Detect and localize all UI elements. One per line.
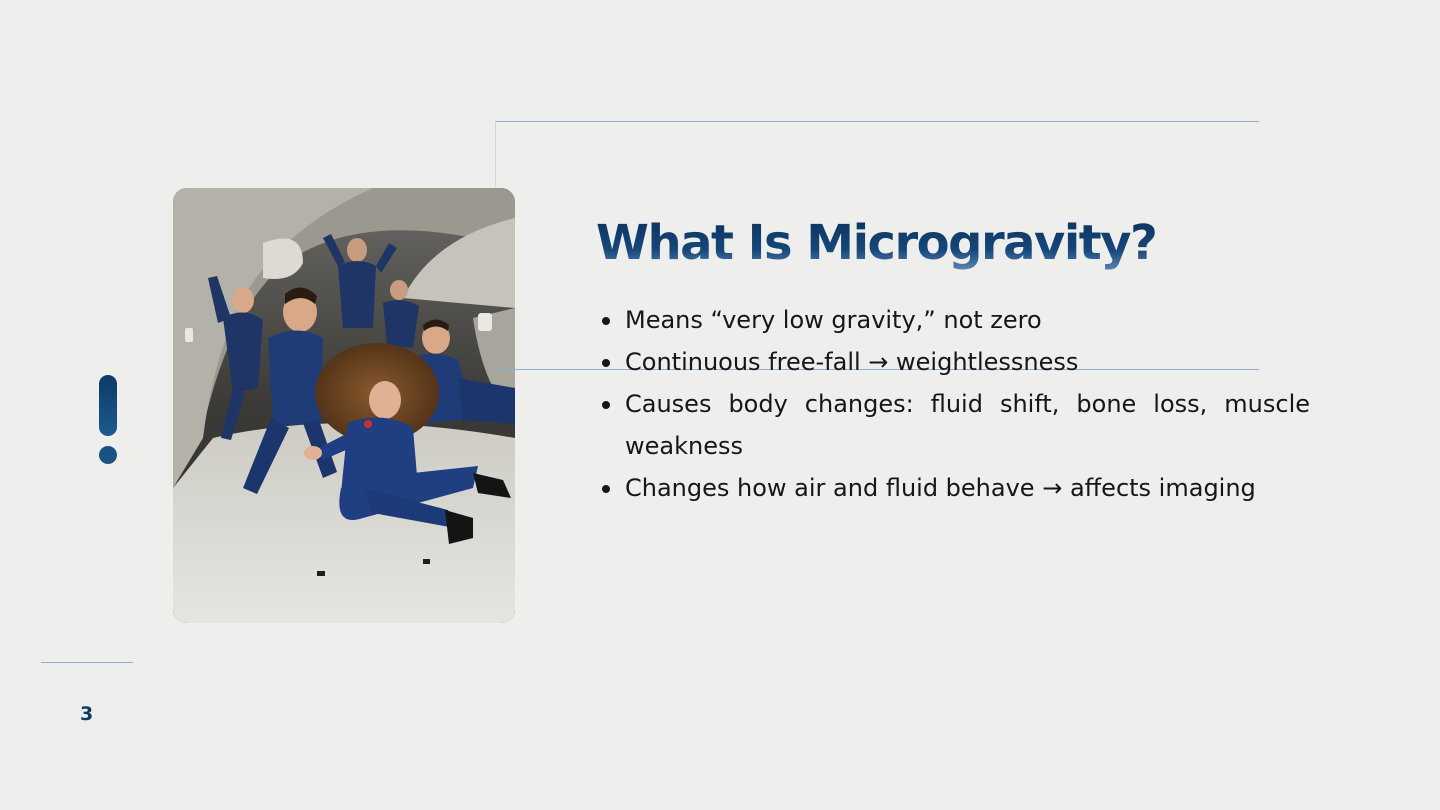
page-number: 3	[80, 703, 94, 725]
bullet-item	[596, 467, 1310, 509]
bullet-item	[596, 383, 1310, 467]
photo-illustration	[173, 188, 515, 623]
slide-title: What Is Microgravity?	[596, 210, 1296, 276]
bullet-item	[596, 341, 1310, 383]
bullet-dot-icon	[602, 359, 610, 367]
bullet-dot-icon	[602, 401, 610, 409]
bullet-dot-icon	[602, 485, 610, 493]
footer-divider-line	[41, 662, 133, 663]
bullet-dot-icon	[602, 317, 610, 325]
zero-gravity-flight-photo	[173, 188, 515, 623]
exclamation-icon	[99, 375, 117, 465]
exclamation-bar	[99, 375, 117, 436]
bullet-text: Causes body changes: fluid shift, bone loss, muscle weakness	[625, 390, 1310, 460]
bullet-text: Changes how air and fluid behave → affects imaging	[625, 474, 1256, 502]
vertical-divider-line	[495, 121, 496, 187]
bullet-item	[596, 299, 1310, 341]
top-divider-line	[495, 121, 1259, 122]
bullet-text: Means “very low gravity,” not zero	[625, 306, 1042, 334]
bullet-text: Continuous free-fall → weightlessness	[625, 348, 1079, 376]
exclamation-dot	[99, 446, 117, 464]
bullet-list	[596, 299, 1310, 509]
